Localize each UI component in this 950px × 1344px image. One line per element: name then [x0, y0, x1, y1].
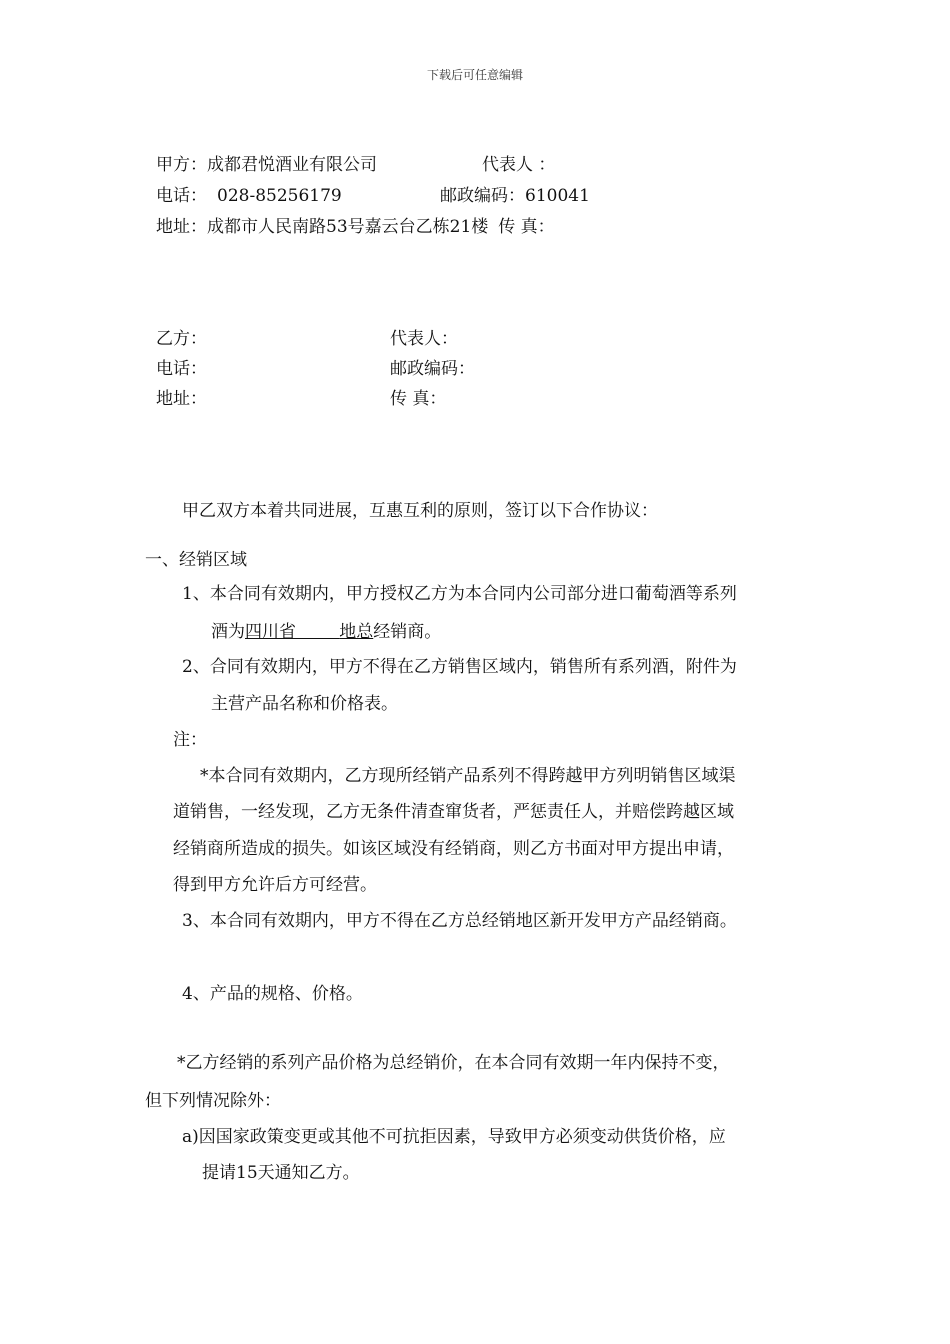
party-a-fax-label: 传 真： [498, 217, 555, 237]
party-a-name-line [156, 153, 377, 177]
sales-region [245, 622, 373, 642]
note-line-1: *本合同有效期内，乙方现所经销产品系列不得跨越甲方列明销售区域渠 [200, 766, 736, 786]
exception-a-line-1: a)因国家政策变更或其他不可抗拒因素，导致甲方必须变动供货价格，应 [182, 1127, 726, 1147]
note-line-4: 得到甲方允许后方可经营。 [173, 875, 377, 895]
party-b-zip-label: 邮政编码： [390, 359, 475, 379]
exception-a-line-2: 提请15天通知乙方。 [202, 1163, 360, 1183]
party-a-address-label: 地址： [156, 217, 207, 237]
section-title: 一、经销区域 [145, 550, 247, 570]
party-a-zip: 610041 [525, 186, 590, 206]
party-a-name: 成都君悦酒业有限公司 [207, 155, 377, 175]
party-a-rep-label: 代表人 ： [482, 155, 556, 175]
party-a-phone-label: 电话： [156, 186, 207, 206]
sales-region-area: 地总 [339, 622, 374, 642]
clause-2-line-2: 主营产品名称和价格表。 [211, 694, 398, 714]
note-line-3: 经销商所造成的损失。如该区域没有经销商，则乙方书面对甲方提出申请， [173, 839, 734, 859]
price-line-2: 但下列情况除外： [145, 1091, 281, 1111]
price-line-1: *乙方经销的系列产品价格为总经销价，在本合同有效期一年内保持不变， [177, 1053, 730, 1073]
party-b-fax-label: 传 真： [390, 389, 447, 409]
party-a-address: 成都市人民南路53号嘉云台乙栋21楼 [207, 217, 489, 237]
party-a-address-line [156, 215, 555, 239]
sales-region-blank [296, 622, 339, 642]
clause-2-line-1: 2、合同有效期内，甲方不得在乙方销售区域内，销售所有系列酒，附件为 [182, 657, 737, 677]
clause-3: 3、本合同有效期内，甲方不得在乙方总经销地区新开发甲方产品经销商。 [182, 911, 737, 931]
party-a-phone-line [156, 184, 342, 208]
agreement-intro: 甲乙双方本着共同进展，互惠互利的原则，签订以下合作协议： [182, 501, 658, 521]
party-a-phone: 028-85256179 [217, 186, 342, 206]
clause-1-prefix: 酒为 [211, 622, 245, 642]
note-line-2: 道销售，一经发现，乙方无条件清查窜货者，严惩责任人，并赔偿跨越区域 [173, 802, 734, 822]
party-a-name-label: 甲方： [156, 155, 207, 175]
clause-1-suffix: 经销商。 [373, 622, 442, 642]
party-a-zip-label: 邮政编码： [440, 186, 525, 206]
note-label: 注： [173, 730, 207, 750]
clause-1-line-2 [211, 620, 441, 644]
party-b-phone-label: 电话： [156, 359, 207, 379]
party-a-zip-line [440, 184, 590, 208]
party-b-rep-label: 代表人： [390, 329, 458, 349]
clause-4: 4、产品的规格、价格。 [182, 984, 363, 1004]
party-b-name-label: 乙方： [156, 329, 207, 349]
sales-region-province: 四川省 [245, 622, 296, 642]
clause-1-line-1: 1、本合同有效期内，甲方授权乙方为本合同内公司部分进口葡萄酒等系列 [182, 584, 737, 604]
page-header: 下载后可任意编辑 [426, 68, 523, 82]
party-b-address-label: 地址： [156, 389, 207, 409]
